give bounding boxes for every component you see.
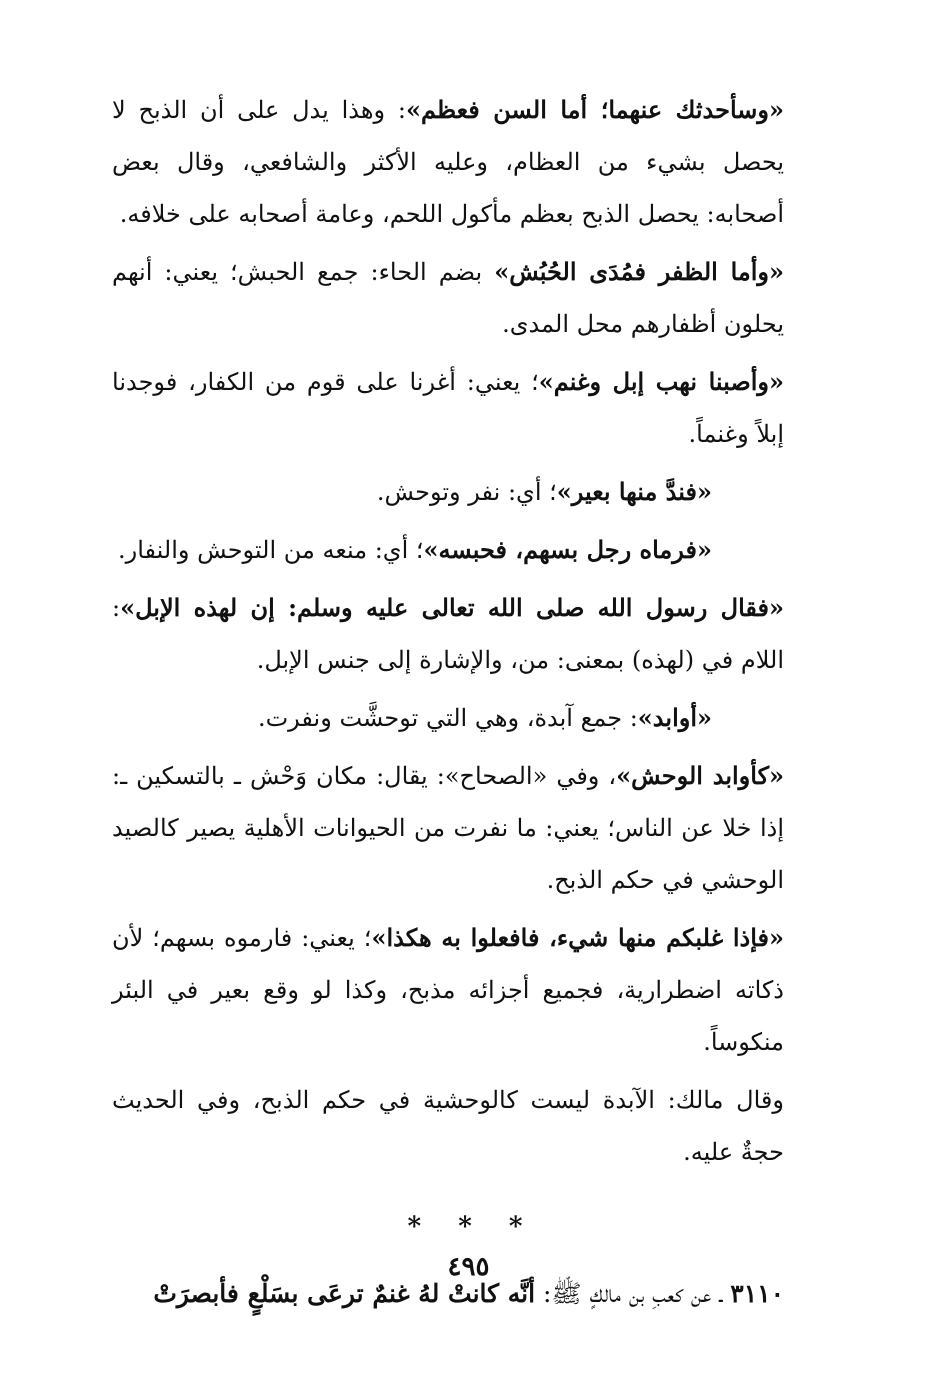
commentary-text: ؛ أي: نفر وتوحش. — [376, 478, 557, 506]
commentary-text: ؛ أي: منعه من التوحش والنفار. — [117, 536, 424, 564]
paragraph — [112, 466, 832, 518]
paragraph — [112, 356, 832, 460]
commentary-text: : جمع آبدة، وهي التي توحشَّت ونفرت. — [257, 704, 638, 732]
page-body — [112, 84, 832, 1326]
commentary-text: ؛ يعني: أغرنا على قوم من الكفار، فوجدنا إبلاً وغنماً. — [112, 368, 784, 448]
paragraph — [112, 246, 832, 350]
paragraph — [112, 524, 832, 576]
commentary-text: : اللام في (لهذه) بمعنى: من، والإشارة إلى جنس الإبل. — [112, 594, 784, 674]
quoted-text: «فرماه رجل بسهم، فحبسه» — [423, 535, 712, 564]
page-number: ٤٩٥ — [447, 1252, 490, 1282]
paragraph — [112, 1074, 832, 1178]
commentary-text: بضم الحاء: جمع الحبش؛ يعني: أنهم يحلون أظفارهم محل المدى. — [112, 258, 784, 338]
commentary-text: ، وفي «الصحاح»: يقال: مكان وَحْش ـ بالتسكين ـ: إذا خلا عن الناس؛ يعني: ما نفرت من الحيوانات الأهلية يصير كالصيد الوحشي في حكم الذبح. — [112, 762, 784, 894]
quoted-text: «وأما الظفر فمُدَى الحُبُش» — [494, 257, 784, 286]
quoted-text: «فإذا غلبكم منها شيء، فافعلوا به هكذا» — [371, 923, 784, 952]
quoted-text: «وأصبنا نهب إبل وغنم» — [538, 367, 785, 396]
paragraph — [112, 750, 832, 906]
paragraph — [112, 84, 832, 240]
commentary-text: : وهذا يدل على أن الذبح لا يحصل بشيء من العظام، وعليه الأكثر والشافعي، وقال بعض أصحابه: يحصل الذبح بعظم مأكول اللحم، وعامة أصحابه على خلافه. — [112, 96, 784, 228]
hadith-matn: أنَّه كانتْ لهُ غنمٌ ترعَى بسَلْعٍ فأبصرَتْ — [153, 1279, 536, 1308]
commentary-text: ؛ يعني: فارموه بسهم؛ لأن ذكاته اضطرارية، فجميع أجزائه مذبح، وكذا لو وقع بعير في البئر منكوساً. — [112, 924, 784, 1056]
quoted-text: «أوابد» — [637, 703, 712, 732]
quoted-text: «فندَّ منها بعير» — [556, 477, 712, 506]
quoted-text: «كأوابد الوحش» — [616, 761, 784, 790]
section-separator: * * * — [407, 1212, 537, 1242]
quoted-text: «فقال رسول الله صلى الله تعالى عليه وسلم: إن لهذه الإبل» — [120, 593, 784, 622]
hadith-number: ٣١١٠ — [730, 1279, 784, 1308]
paragraph — [112, 912, 832, 1068]
paragraph — [112, 582, 832, 686]
hadith-intro: ـ عن كعبِ بن مالكٍ ﷺ: — [535, 1279, 731, 1308]
quoted-text: «وسأحدثك عنهما؛ أما السن فعظم» — [405, 95, 784, 124]
paragraph — [112, 692, 832, 744]
commentary-text: وقال مالك: الآبدة ليست كالوحشية في حكم الذبح، وفي الحديث حجةٌ عليه. — [112, 1086, 784, 1166]
